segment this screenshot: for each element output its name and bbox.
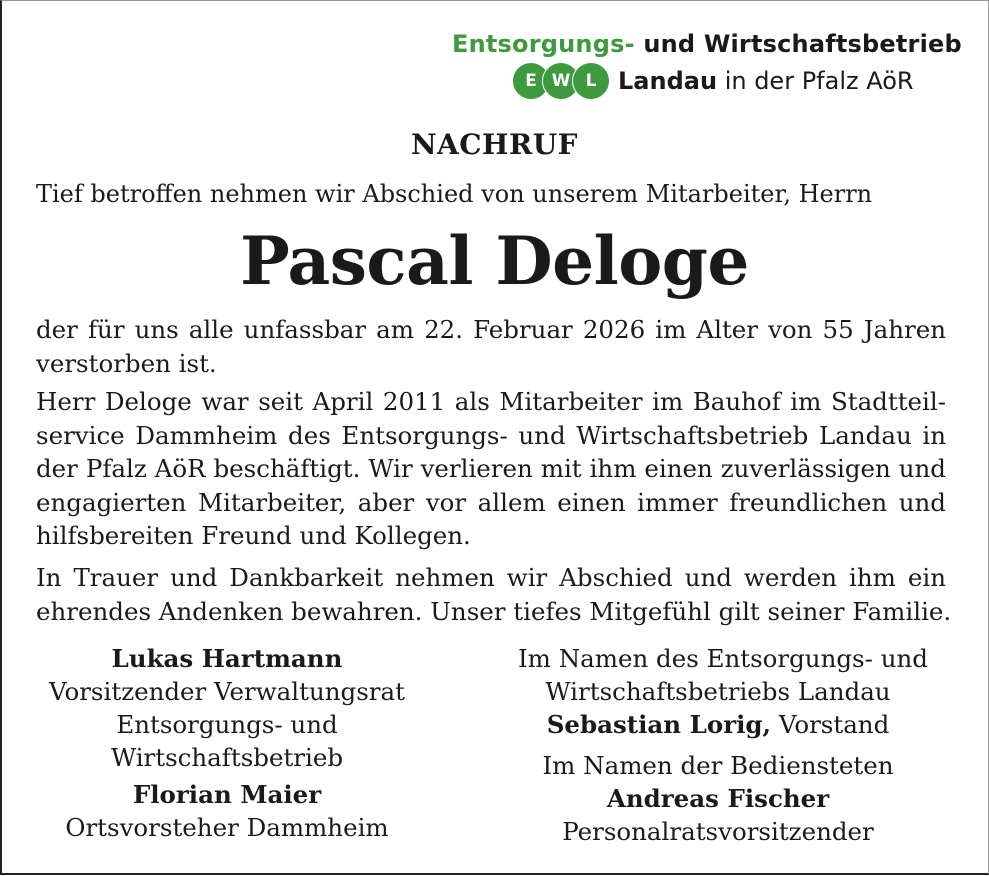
text-line: engagierten Mitarbeiter, aber vor allem einen immer freundlichen und — [36, 487, 946, 517]
signer-role: Entsorgungs- und — [116, 710, 338, 739]
ewl-circles-icon — [512, 62, 602, 100]
logo-black-text: und Wirtschaftsbetrieb — [643, 30, 962, 58]
logo-letter-w: W — [542, 62, 580, 100]
text-line: ehrendes Andenken bewahren. Unser tiefes Mitgefühl gilt seiner Familie. — [36, 596, 952, 626]
ewl-logo — [452, 30, 962, 95]
text-line: service Dammheim des Entsorgungs- und Wirtschaftsbetrieb Landau in — [36, 420, 946, 450]
signer-name: Florian Maier — [132, 780, 322, 809]
signer-intro: Wirtschaftsbetriebs Landau — [545, 677, 891, 706]
logo-rest: in der Pfalz AöR — [724, 67, 914, 95]
signer-intro: Im Namen des Entsorgungs- und — [518, 644, 928, 673]
signer-role: Wirtschaftsbetrieb — [110, 743, 344, 772]
signer-name: Andreas Fischer — [606, 784, 830, 813]
logo-line1 — [452, 30, 962, 58]
signature-left — [27, 642, 427, 844]
paragraph-1 — [36, 313, 946, 380]
text-line: der für uns alle unfassbar am 22. Februar 2026 im Alter von 55 Jahren — [36, 315, 946, 344]
signer-name: Sebastian Lorig, — [546, 710, 772, 739]
text-line: Herr Deloge war seit April 2011 als Mitarbeiter im Bauhof im Stadtteil- — [36, 387, 946, 416]
logo-letter-l: L — [572, 62, 610, 100]
text-line: In Trauer und Dankbarkeit nehmen wir Abschied und werden ihm ein — [36, 563, 946, 592]
signer-role: Vorstand — [778, 710, 890, 739]
intro-text: Tief betroffen nehmen wir Abschied von unserem Mitarbeiter, Herrn — [36, 180, 873, 208]
signer-intro: Im Namen der Bediensteten — [542, 751, 894, 780]
signature-right — [518, 642, 928, 848]
paragraph-2 — [36, 385, 946, 553]
logo-landau: Landau — [618, 67, 718, 95]
signer-role: Ortsvorsteher Dammheim — [65, 813, 389, 842]
logo-letter-e: E — [512, 62, 550, 100]
logo-subtitle — [618, 67, 914, 95]
text-line: verstorben ist. — [36, 348, 217, 378]
paragraph-3 — [36, 561, 952, 628]
logo-green-text: Entsorgungs- — [452, 30, 635, 58]
signer-name: Lukas Hartmann — [111, 644, 343, 673]
logo-line2 — [512, 62, 914, 100]
heading: NACHRUF — [410, 128, 579, 161]
text-line: hilfsbereiten Freund und Kollegen. — [36, 521, 471, 550]
text-line: der Pfalz AöR beschäftigt. Wir verlieren mit ihm einen zuverlässigen und — [36, 454, 946, 483]
signer-role: Personalratsvorsitzender — [562, 817, 874, 846]
deceased-name: Pascal Deloge — [240, 222, 749, 300]
signer-role: Vorsitzender Verwaltungsrat — [49, 677, 405, 706]
